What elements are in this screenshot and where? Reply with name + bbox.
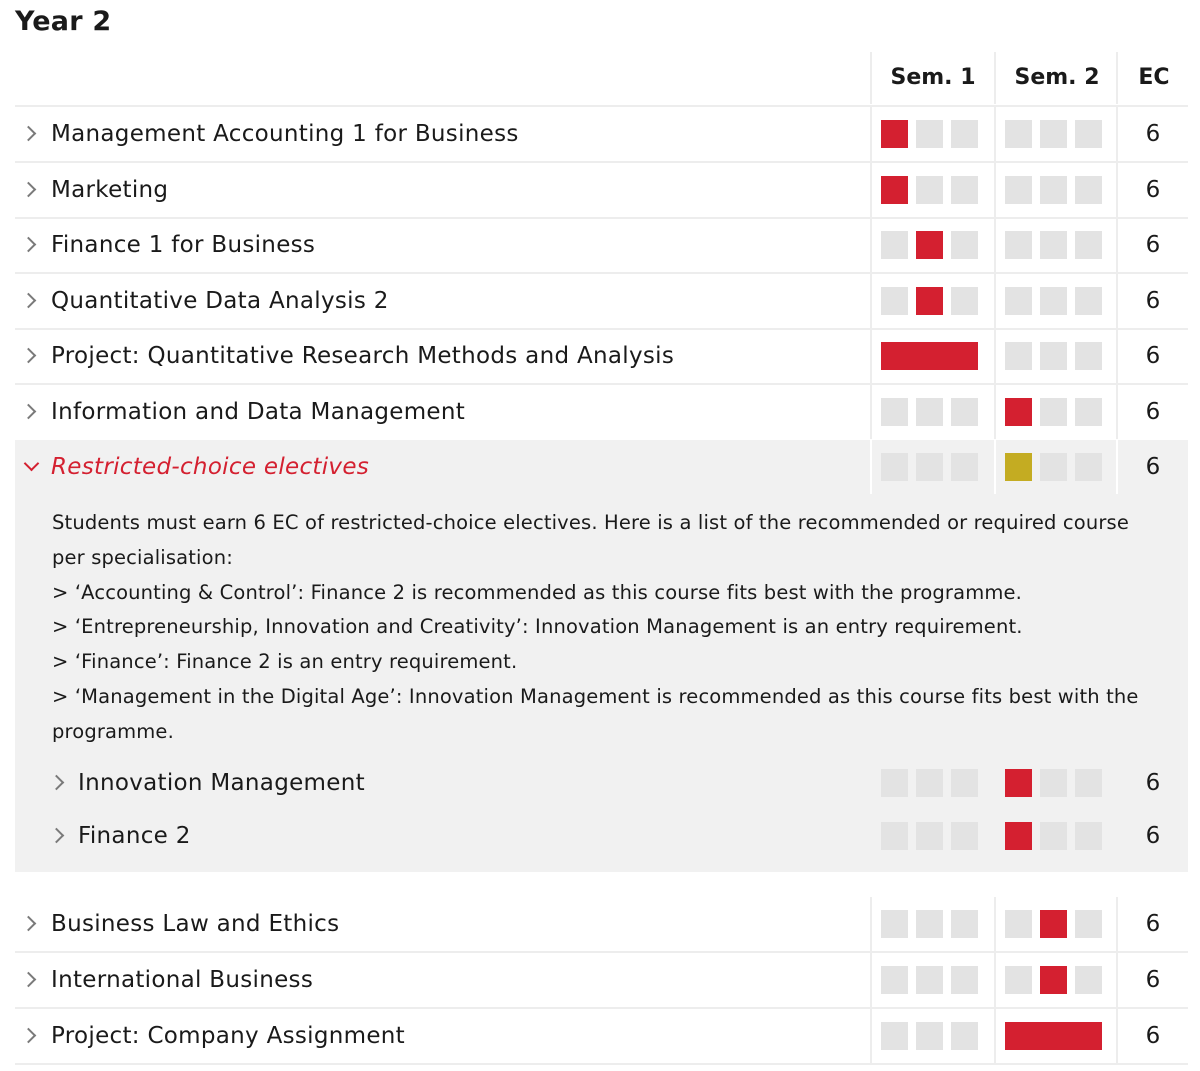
period-block [916,769,943,797]
sem2-periods [1005,342,1102,370]
period-block [1040,822,1067,850]
sem1-periods [881,342,978,370]
period-block [881,769,908,797]
period-block [1040,398,1067,426]
sem1-header: Sem. 1 [870,52,994,104]
course-row[interactable] [15,218,1188,272]
period-block [1075,769,1102,797]
column-divider [994,385,996,439]
period-block [951,1022,978,1050]
sem2-periods [1005,176,1102,204]
ec-value: 6 [1145,770,1161,796]
ec-value: 6 [1145,823,1161,849]
elective-option-row[interactable] [15,757,1188,809]
sem2-periods [1005,910,1102,938]
chevron-right-icon [21,126,37,142]
sem2-periods [1005,1022,1102,1050]
column-divider [870,440,872,494]
ec-value: 6 [1145,1023,1161,1049]
period-block [951,966,978,994]
column-divider [870,329,872,383]
course-row[interactable] [15,107,1188,161]
period-block [1005,287,1032,315]
sem2-periods [1005,231,1102,259]
sem2-periods [1005,287,1102,315]
period-block [916,966,943,994]
period-block [916,1022,943,1050]
course-row[interactable] [15,953,1188,1007]
chevron-down-icon [24,456,40,472]
period-block [1005,910,1032,938]
period-block [881,287,908,315]
period-block [916,398,943,426]
period-block-elective [1005,453,1032,481]
row-divider [15,1063,1188,1065]
period-block [1040,287,1067,315]
column-divider [994,329,996,383]
column-divider [994,107,996,161]
column-divider [994,163,996,217]
column-divider [870,107,872,161]
year-heading: Year 2 [15,6,112,37]
course-title[interactable]: Finance 1 for Business [51,232,316,258]
table-header [15,52,1188,106]
period-block-active [1040,910,1067,938]
electives-title[interactable]: Restricted-choice electives [51,454,370,480]
description-paragraph: Students must earn 6 EC of restricted-choice electives. Here is a list of the recommended or required course per specialisation: [52,511,1129,569]
period-block [951,120,978,148]
period-block [1040,342,1067,370]
sem2-header: Sem. 2 [994,52,1118,104]
course-row[interactable] [15,1009,1188,1063]
chevron-right-icon [21,237,37,253]
period-block [916,176,943,204]
period-block [881,966,908,994]
period-block [881,453,908,481]
column-divider [870,274,872,328]
period-block-active [1005,822,1032,850]
period-block [916,910,943,938]
elective-option-title[interactable]: Innovation Management [78,770,365,796]
column-divider [870,953,872,1007]
period-block [951,231,978,259]
elective-option-title[interactable]: Finance 2 [78,823,191,849]
period-block [1040,176,1067,204]
period-block [1075,120,1102,148]
ec-value: 6 [1145,343,1161,369]
sem1-periods [881,1022,978,1050]
column-divider [870,1009,872,1063]
column-divider [994,218,996,272]
period-block [951,398,978,426]
ec-value: 6 [1145,121,1161,147]
ec-value: 6 [1145,288,1161,314]
ec-value: 6 [1145,967,1161,993]
sem1-periods [881,231,978,259]
sem1-periods [881,769,978,797]
period-block [1005,231,1032,259]
period-block [1040,231,1067,259]
period-block [1075,822,1102,850]
period-block [916,453,943,481]
sem1-periods [881,287,978,315]
column-divider [994,274,996,328]
period-block [881,231,908,259]
ec-value: 6 [1145,399,1161,425]
description-line: > ‘Entrepreneurship, Innovation and Creativity’: Innovation Management is an entry requirement. [52,615,1023,639]
period-block [1075,287,1102,315]
electives-description [52,506,1162,750]
period-block [1075,966,1102,994]
course-title[interactable]: International Business [51,967,314,993]
sem1-periods [881,822,978,850]
sem2-periods [1005,120,1102,148]
period-block-active [1005,769,1032,797]
course-row[interactable] [15,329,1188,383]
period-block [1075,453,1102,481]
period-block-active [881,176,908,204]
chevron-right-icon [21,182,37,198]
period-block [1075,176,1102,204]
period-block [1075,231,1102,259]
sem1-periods [881,910,978,938]
sem1-periods [881,453,978,481]
period-block [881,910,908,938]
period-block [951,769,978,797]
period-block-active [1040,966,1067,994]
sem1-periods [881,398,978,426]
course-row[interactable] [15,274,1188,328]
sem2-periods [1005,966,1102,994]
column-divider [994,897,996,951]
period-block [951,176,978,204]
period-block [1075,342,1102,370]
period-block-full [881,342,978,370]
period-block [951,287,978,315]
period-block-active [916,231,943,259]
period-block [1040,120,1067,148]
course-title[interactable]: Marketing [51,177,169,203]
chevron-right-icon [21,916,37,932]
sem1-periods [881,966,978,994]
course-title[interactable]: Project: Company Assignment [51,1023,405,1049]
period-block-full [1005,1022,1102,1050]
chevron-right-icon [49,775,65,791]
period-block [1075,910,1102,938]
electives-panel [15,440,1188,872]
description-line: > ‘Accounting & Control’: Finance 2 is recommended as this course fits best with the programme. [52,580,1022,604]
period-block [881,398,908,426]
period-block [1075,398,1102,426]
chevron-right-icon [21,404,37,420]
sem2-periods [1005,453,1102,481]
column-divider [994,1009,996,1063]
chevron-right-icon [21,293,37,309]
sem1-periods [881,120,978,148]
description-line: > ‘Management in the Digital Age’: Innovation Management is recommended as this course fits best with the programme. [52,684,1139,743]
period-block [1005,120,1032,148]
period-block [1005,342,1032,370]
course-row[interactable] [15,163,1188,217]
period-block [881,1022,908,1050]
course-row[interactable] [15,385,1188,439]
period-block-active [1005,398,1032,426]
elective-option-row[interactable] [15,810,1188,862]
period-block [1005,966,1032,994]
column-divider [870,163,872,217]
course-title[interactable]: Information and Data Management [51,399,466,425]
period-block [951,910,978,938]
column-divider [870,218,872,272]
ec-value: 6 [1145,177,1161,203]
column-divider [994,953,996,1007]
ec-value: 6 [1145,911,1161,937]
description-line: > ‘Finance’: Finance 2 is an entry requirement. [52,650,518,674]
chevron-right-icon [21,1028,37,1044]
sem2-periods [1005,398,1102,426]
period-block [1040,769,1067,797]
period-block [951,822,978,850]
period-block [881,822,908,850]
sem2-periods [1005,769,1102,797]
ec-header: EC [1116,52,1190,104]
column-divider [870,385,872,439]
period-block-active [916,287,943,315]
period-block-active [881,120,908,148]
course-title[interactable]: Management Accounting 1 for Business [51,121,519,147]
chevron-right-icon [49,828,65,844]
column-divider [870,897,872,951]
period-block [916,822,943,850]
course-row[interactable] [15,897,1188,951]
chevron-right-icon [21,348,37,364]
period-block [916,120,943,148]
sem2-periods [1005,822,1102,850]
ec-value: 6 [1145,454,1161,480]
period-block [951,453,978,481]
ec-value: 6 [1145,232,1161,258]
sem1-periods [881,176,978,204]
course-title[interactable]: Business Law and Ethics [51,911,340,937]
course-title[interactable]: Project: Quantitative Research Methods and Analysis [51,343,675,369]
period-block [1005,176,1032,204]
period-block [1040,453,1067,481]
electives-row[interactable] [15,440,1188,494]
column-divider [994,440,996,494]
chevron-right-icon [21,972,37,988]
course-title[interactable]: Quantitative Data Analysis 2 [51,288,389,314]
